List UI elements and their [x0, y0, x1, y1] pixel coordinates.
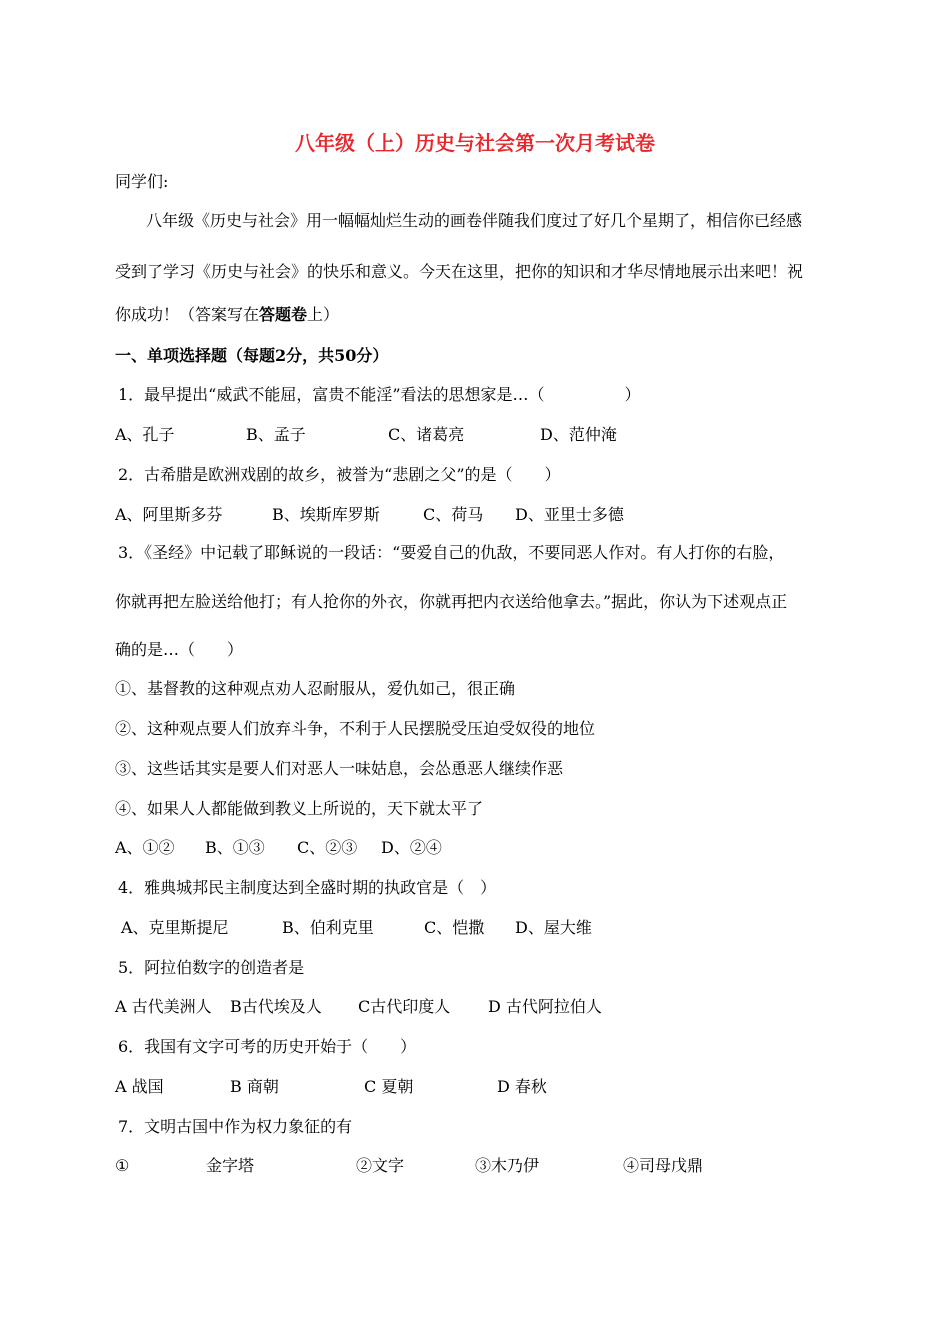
q1-option-c: C、诸葛亮 — [388, 425, 465, 444]
q4-option-d: D、屋大维 — [515, 918, 592, 937]
q3-statement-1: ①、基督教的这种观点劝人忍耐服从，爱仇如己，很正确 — [115, 679, 516, 698]
q3-option-c: C、②③ — [297, 838, 358, 857]
q3-option-a: A、①② — [115, 838, 175, 857]
q3-statement-3: ③、这些话其实是要人们对恶人一味姑息，会怂恿恶人继续作恶 — [115, 759, 564, 778]
q3-statement-4: ④、如果人人都能做到教义上所说的，天下就太平了 — [115, 799, 484, 818]
intro-line-3: 你成功！（答案写在答题卷上） — [115, 305, 340, 324]
q1-option-b: B、孟子 — [246, 425, 306, 444]
question-3-line-3: 确的是…（ ） — [115, 640, 244, 659]
question-5: 5．阿拉伯数字的创造者是 — [118, 958, 305, 977]
q2-option-a: A、阿里斯多芬 — [115, 505, 223, 524]
question-6: 6．我国有文字可考的历史开始于（ ） — [118, 1037, 417, 1056]
question-4: 4．雅典城邦民主制度达到全盛时期的执政官是（ ） — [118, 878, 497, 897]
q7-marker-1: ① — [115, 1156, 130, 1175]
q3-statement-2: ②、这种观点要人们放弃斗争，不利于人民摆脱受压迫受奴役的地位 — [115, 719, 596, 738]
q4-option-a: A、克里斯提尼 — [121, 918, 229, 937]
question-3-line-2: 你就再把左脸送给他打；有人抢你的外衣，你就再把内衣送给他拿去。”据此，你认为下述观点正 — [115, 592, 788, 611]
q2-option-d: D、亚里士多德 — [515, 505, 624, 524]
q5-option-a: A 古代美洲人 — [115, 997, 212, 1016]
question-1: 1．最早提出“威武不能屈，富贵不能淫”看法的思想家是…（ ） — [118, 385, 641, 404]
intro-line-2: 受到了学习《历史与社会》的快乐和意义。今天在这里，把你的知识和才华尽情地展示出来吧！祝 — [115, 262, 804, 281]
q6-option-d: D 春秋 — [497, 1077, 547, 1096]
question-7: 7．文明古国中作为权力象征的有 — [118, 1117, 353, 1136]
q6-option-b: B 商朝 — [230, 1077, 279, 1096]
greeting: 同学们: — [115, 172, 169, 191]
answer-sheet-emphasis: 答题卷 — [259, 305, 308, 324]
q2-option-b: B、埃斯库罗斯 — [272, 505, 380, 524]
exam-title: 八年级（上）历史与社会第一次月考试卷 — [295, 131, 655, 155]
section-heading: 一、单项选择题（每题2分，共50分） — [115, 346, 389, 365]
q7-item-ding: ④司母戊鼎 — [623, 1156, 704, 1175]
q3-option-d: D、②④ — [381, 838, 442, 857]
question-3-line-1: 3．《圣经》中记载了耶稣说的一段话：“要爱自己的仇敌，不要同恶人作对。有人打你的右脸， — [118, 543, 785, 562]
q7-item-mummy: ③木乃伊 — [475, 1156, 540, 1175]
q1-option-a: A、孔子 — [115, 425, 175, 444]
q3-option-b: B、①③ — [205, 838, 265, 857]
question-2: 2．古希腊是欧洲戏剧的故乡，被誉为“悲剧之父”的是（ ） — [118, 465, 561, 484]
q5-option-b: B古代埃及人 — [230, 997, 322, 1016]
q4-option-c: C、恺撒 — [424, 918, 485, 937]
intro-line-1: 八年级《历史与社会》用一幅幅灿烂生动的画卷伴随我们度过了好几个星期了，相信你已经感 — [146, 211, 803, 230]
q1-option-d: D、范仲淹 — [540, 425, 617, 444]
q7-item-writing: ②文字 — [356, 1156, 405, 1175]
q5-option-c: C古代印度人 — [358, 997, 451, 1016]
q2-option-c: C、荷马 — [423, 505, 484, 524]
q5-option-d: D 古代阿拉伯人 — [488, 997, 602, 1016]
q6-option-a: A 战国 — [115, 1077, 164, 1096]
q7-item-pyramid: 金字塔 — [206, 1156, 255, 1175]
q6-option-c: C 夏朝 — [364, 1077, 414, 1096]
q4-option-b: B、伯利克里 — [282, 918, 374, 937]
